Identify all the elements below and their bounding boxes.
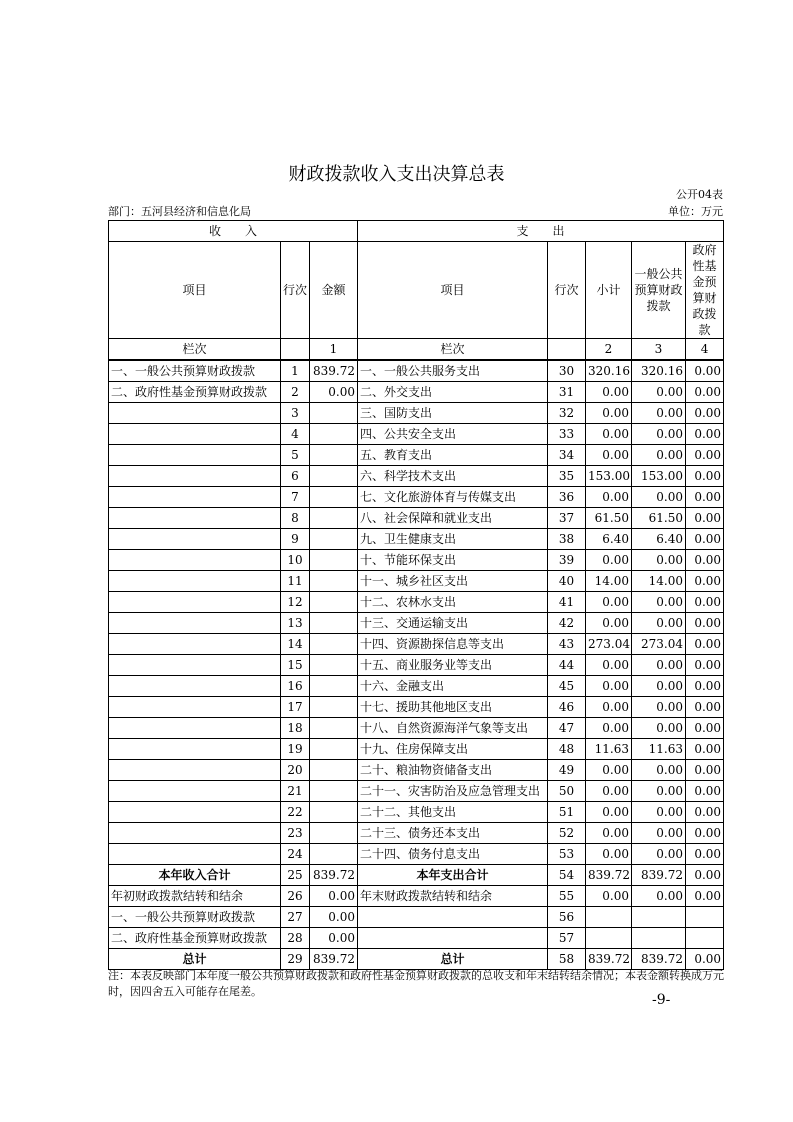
table-row [109,529,724,550]
expense-line-no-cell: 55 [548,886,586,907]
income-item-cell [109,739,281,760]
column-index-4: 4 [686,339,724,361]
expense-item-cell: 十六、金融支出 [358,676,548,697]
expense-item-cell: 九、卫生健康支出 [358,529,548,550]
income-item-cell [109,592,281,613]
income-line-no-cell: 5 [281,445,310,466]
income-item-cell [109,571,281,592]
income-item-cell [109,676,281,697]
expense-item-cell: 二十二、其他支出 [358,802,548,823]
expense-line-no-cell: 36 [548,487,586,508]
expense-subtotal-cell: 839.72 [586,949,632,970]
fiscal-summary-table [108,220,724,970]
expense-gov-fund-cell: 0.00 [686,466,724,487]
income-line-no-cell: 20 [281,760,310,781]
expense-item-cell: 二十一、灾害防治及应急管理支出 [358,781,548,802]
table-row [109,655,724,676]
expense-line-no-cell: 42 [548,613,586,634]
expense-line-no-cell: 47 [548,718,586,739]
income-line-no-cell: 27 [281,907,310,928]
income-line-no-cell: 16 [281,676,310,697]
income-amount-cell: 839.72 [310,865,358,886]
income-line-no-cell: 26 [281,886,310,907]
income-item-cell [109,613,281,634]
expense-item-cell: 十一、城乡社区支出 [358,571,548,592]
expense-item-cell: 十、节能环保支出 [358,550,548,571]
expense-item-cell: 一、一般公共服务支出 [358,360,548,382]
expense-gov-fund-cell: 0.00 [686,445,724,466]
expense-line-no-cell: 45 [548,676,586,697]
income-item-cell [109,844,281,865]
column-index-2: 2 [586,339,632,361]
expense-general-budget-cell [632,907,686,928]
expense-subtotal-cell: 0.00 [586,424,632,445]
income-line-no-cell: 11 [281,571,310,592]
expense-general-budget-cell: 0.00 [632,760,686,781]
expense-gov-fund-cell: 0.00 [686,781,724,802]
expense-general-budget-cell: 6.40 [632,529,686,550]
income-amount-cell [310,571,358,592]
income-item-cell [109,529,281,550]
table-row [109,382,724,403]
expense-item-cell: 十七、援助其他地区支出 [358,697,548,718]
expense-subtotal-cell: 0.00 [586,886,632,907]
income-amount-cell [310,508,358,529]
expense-subtotal-cell: 0.00 [586,487,632,508]
income-item-cell [109,697,281,718]
expense-general-budget-cell: 839.72 [632,865,686,886]
income-item-cell [109,781,281,802]
income-amount-cell: 0.00 [310,886,358,907]
expense-subtotal-cell: 0.00 [586,445,632,466]
expense-item-cell: 十三、交通运输支出 [358,613,548,634]
income-line-no-cell: 6 [281,466,310,487]
expense-line-no-cell: 46 [548,697,586,718]
expense-gov-fund-cell: 0.00 [686,844,724,865]
income-line-no-cell: 28 [281,928,310,949]
expense-item-header: 项目 [358,242,548,339]
expense-line-no-cell: 37 [548,508,586,529]
expense-gov-fund-cell: 0.00 [686,613,724,634]
income-amount-cell [310,403,358,424]
table-row [109,403,724,424]
expense-item-cell: 十二、农林水支出 [358,592,548,613]
expense-general-budget-cell: 0.00 [632,676,686,697]
income-line-no-cell: 15 [281,655,310,676]
income-amount-header: 金额 [310,242,358,339]
table-row [109,676,724,697]
expense-gov-fund-cell: 0.00 [686,550,724,571]
expense-gov-fund-cell: 0.00 [686,487,724,508]
expense-general-budget-cell: 839.72 [632,949,686,970]
table-row [109,360,724,382]
expense-general-budget-cell: 11.63 [632,739,686,760]
expense-item-cell: 十五、商业服务业等支出 [358,655,548,676]
income-item-header: 项目 [109,242,281,339]
table-row [109,613,724,634]
expense-subtotal-cell [586,928,632,949]
expense-item-cell: 总计 [358,949,548,970]
income-item-cell [109,508,281,529]
table-row [109,739,724,760]
column-index-label: 栏次 [109,339,281,361]
expense-subtotal-cell: 153.00 [586,466,632,487]
expense-general-budget-cell: 0.00 [632,781,686,802]
expense-general-budget-cell: 0.00 [632,592,686,613]
expense-gov-fund-cell: 0.00 [686,865,724,886]
income-line-no-cell: 22 [281,802,310,823]
income-line-no-cell: 2 [281,382,310,403]
income-item-cell [109,760,281,781]
expense-gov-fund-cell: 0.00 [686,403,724,424]
expense-subtotal-cell: 0.00 [586,802,632,823]
expense-header: 支 出 [358,221,724,242]
income-amount-cell [310,802,358,823]
table-row [109,487,724,508]
unit-label: 单位：万元 [668,205,723,218]
expense-general-budget-cell: 153.00 [632,466,686,487]
table-row [109,508,724,529]
income-line-no-cell: 4 [281,424,310,445]
expense-subtotal-cell: 0.00 [586,844,632,865]
expense-gov-fund-cell: 0.00 [686,360,724,382]
income-item-cell [109,655,281,676]
expense-gov-fund-cell: 0.00 [686,886,724,907]
income-amount-cell: 0.00 [310,382,358,403]
expense-line-no-cell: 52 [548,823,586,844]
income-amount-cell [310,718,358,739]
income-item-cell [109,802,281,823]
income-amount-cell [310,760,358,781]
income-item-cell: 一、一般公共预算财政拨款 [109,907,281,928]
expense-general-budget-cell: 0.00 [632,802,686,823]
expense-item-cell: 二十四、债务付息支出 [358,844,548,865]
expense-gov-fund-cell: 0.00 [686,802,724,823]
expense-subtotal-cell: 0.00 [586,382,632,403]
expense-line-no-cell: 57 [548,928,586,949]
expense-general-budget-cell: 320.16 [632,360,686,382]
expense-subtotal-cell: 0.00 [586,592,632,613]
expense-subtotal-cell: 320.16 [586,360,632,382]
table-body [109,360,724,970]
expense-general-budget-cell: 0.00 [632,403,686,424]
expense-item-cell: 年末财政拨款结转和结余 [358,886,548,907]
income-item-cell [109,823,281,844]
expense-subtotal-cell [586,907,632,928]
expense-line-no-cell: 43 [548,634,586,655]
income-header: 收 入 [109,221,358,242]
income-amount-cell [310,466,358,487]
gov-fund-header: 政府性基金预算财政拨款 [686,242,724,339]
expense-subtotal-cell: 0.00 [586,613,632,634]
income-item-cell [109,718,281,739]
income-item-cell [109,466,281,487]
income-amount-cell [310,676,358,697]
income-amount-cell: 839.72 [310,360,358,382]
expense-line-no-cell: 58 [548,949,586,970]
expense-subtotal-cell: 61.50 [586,508,632,529]
expense-item-cell [358,907,548,928]
income-amount-cell [310,739,358,760]
income-line-no-cell: 10 [281,550,310,571]
income-amount-cell [310,844,358,865]
table-row [109,634,724,655]
table-row [109,949,724,970]
income-line-no-cell: 21 [281,781,310,802]
department-label: 部门：五河县经济和信息化局 [108,205,251,218]
expense-general-budget-cell: 0.00 [632,445,686,466]
expense-line-no-cell: 41 [548,592,586,613]
table-row [109,445,724,466]
expense-item-cell: 十四、资源勘探信息等支出 [358,634,548,655]
table-row [109,823,724,844]
table-row [109,592,724,613]
expense-gov-fund-cell: 0.00 [686,739,724,760]
expense-gov-fund-cell: 0.00 [686,592,724,613]
expense-gov-fund-cell: 0.00 [686,655,724,676]
expense-item-cell: 五、教育支出 [358,445,548,466]
expense-gov-fund-cell [686,907,724,928]
expense-item-cell: 三、国防支出 [358,403,548,424]
page-number: -9- [652,992,671,1008]
income-amount-cell [310,445,358,466]
income-amount-cell [310,655,358,676]
income-line-no-cell: 3 [281,403,310,424]
expense-line-no-cell: 32 [548,403,586,424]
table-row [109,907,724,928]
expense-subtotal-cell: 273.04 [586,634,632,655]
expense-item-cell: 二十三、债务还本支出 [358,823,548,844]
expense-gov-fund-cell: 0.00 [686,529,724,550]
income-item-cell [109,550,281,571]
subtotal-header: 小计 [586,242,632,339]
expense-gov-fund-cell: 0.00 [686,718,724,739]
table-row [109,550,724,571]
income-line-no-cell: 23 [281,823,310,844]
income-line-no-cell: 1 [281,360,310,382]
expense-line-no-cell: 35 [548,466,586,487]
expense-general-budget-cell: 0.00 [632,613,686,634]
expense-subtotal-cell: 0.00 [586,781,632,802]
expense-line-no-cell: 31 [548,382,586,403]
expense-gov-fund-cell: 0.00 [686,424,724,445]
income-amount-cell [310,592,358,613]
expense-item-cell: 七、文化旅游体育与传媒支出 [358,487,548,508]
table-row [109,928,724,949]
expense-subtotal-cell: 0.00 [586,550,632,571]
expense-subtotal-cell: 839.72 [586,865,632,886]
column-index-3: 3 [632,339,686,361]
expense-line-no-header: 行次 [548,242,586,339]
expense-item-cell: 十八、自然资源海洋气象等支出 [358,718,548,739]
expense-line-no-cell: 48 [548,739,586,760]
table-row [109,781,724,802]
expense-gov-fund-cell: 0.00 [686,697,724,718]
expense-item-cell: 四、公共安全支出 [358,424,548,445]
expense-line-no-cell: 51 [548,802,586,823]
expense-general-budget-cell: 0.00 [632,823,686,844]
expense-item-cell: 二、外交支出 [358,382,548,403]
expense-subtotal-cell: 0.00 [586,823,632,844]
income-item-cell: 年初财政拨款结转和结余 [109,886,281,907]
income-line-no-cell: 9 [281,529,310,550]
expense-gov-fund-cell: 0.00 [686,634,724,655]
expense-line-no-cell: 40 [548,571,586,592]
income-amount-cell [310,529,358,550]
expense-item-cell [358,928,548,949]
expense-subtotal-cell: 0.00 [586,697,632,718]
expense-general-budget-cell: 0.00 [632,550,686,571]
income-line-no-cell: 12 [281,592,310,613]
income-amount-cell [310,424,358,445]
expense-general-budget-cell: 0.00 [632,655,686,676]
expense-line-no-cell: 49 [548,760,586,781]
expense-line-no-cell: 30 [548,360,586,382]
expense-gov-fund-cell: 0.00 [686,382,724,403]
expense-gov-fund-cell: 0.00 [686,508,724,529]
expense-subtotal-cell: 0.00 [586,403,632,424]
table-row [109,844,724,865]
table-row [109,424,724,445]
expense-subtotal-cell: 0.00 [586,676,632,697]
expense-subtotal-cell: 11.63 [586,739,632,760]
expense-general-budget-cell: 0.00 [632,886,686,907]
income-amount-cell [310,550,358,571]
income-line-no-cell: 18 [281,718,310,739]
income-item-cell [109,634,281,655]
table-row [109,886,724,907]
expense-general-budget-cell: 0.00 [632,844,686,865]
expense-line-no-cell: 50 [548,781,586,802]
expense-general-budget-cell: 0.00 [632,718,686,739]
expense-line-no-cell: 34 [548,445,586,466]
income-item-cell: 一、一般公共预算财政拨款 [109,360,281,382]
expense-general-budget-cell: 0.00 [632,697,686,718]
income-amount-cell [310,697,358,718]
expense-general-budget-cell: 61.50 [632,508,686,529]
income-item-cell [109,424,281,445]
income-item-cell [109,403,281,424]
expense-general-budget-cell: 0.00 [632,424,686,445]
income-line-no-cell: 8 [281,508,310,529]
table-row [109,865,724,886]
expense-item-cell: 十九、住房保障支出 [358,739,548,760]
expense-general-budget-cell: 273.04 [632,634,686,655]
expense-gov-fund-cell [686,928,724,949]
expense-general-budget-cell [632,928,686,949]
table-row [109,571,724,592]
income-line-no-cell: 7 [281,487,310,508]
expense-subtotal-cell: 0.00 [586,718,632,739]
page-title: 财政拨款收入支出决算总表 [288,164,505,185]
income-amount-cell [310,823,358,844]
expense-gov-fund-cell: 0.00 [686,949,724,970]
expense-line-no-cell: 44 [548,655,586,676]
form-number: 公开04表 [676,188,723,201]
table-row [109,466,724,487]
table-row [109,718,724,739]
table-row [109,760,724,781]
general-budget-header: 一般公共预算财政拨款 [632,242,686,339]
income-item-cell: 总计 [109,949,281,970]
income-line-no-cell: 19 [281,739,310,760]
expense-subtotal-cell: 0.00 [586,760,632,781]
expense-line-no-cell: 53 [548,844,586,865]
expense-line-no-cell: 39 [548,550,586,571]
expense-line-no-cell: 33 [548,424,586,445]
expense-line-no-cell: 54 [548,865,586,886]
table-row [109,697,724,718]
income-amount-cell: 0.00 [310,907,358,928]
expense-subtotal-cell: 6.40 [586,529,632,550]
expense-subtotal-cell: 14.00 [586,571,632,592]
income-amount-cell [310,613,358,634]
income-amount-cell [310,781,358,802]
income-amount-cell [310,634,358,655]
income-line-no-cell: 24 [281,844,310,865]
expense-item-cell: 六、科学技术支出 [358,466,548,487]
expense-gov-fund-cell: 0.00 [686,571,724,592]
income-item-cell [109,445,281,466]
income-item-cell: 二、政府性基金预算财政拨款 [109,382,281,403]
income-amount-cell: 839.72 [310,949,358,970]
column-index-1: 1 [310,339,358,361]
income-item-cell: 本年收入合计 [109,865,281,886]
expense-general-budget-cell: 0.00 [632,382,686,403]
expense-general-budget-cell: 0.00 [632,487,686,508]
income-line-no-cell: 17 [281,697,310,718]
expense-subtotal-cell: 0.00 [586,655,632,676]
income-amount-cell [310,487,358,508]
expense-line-no-cell: 38 [548,529,586,550]
income-amount-cell: 0.00 [310,928,358,949]
expense-general-budget-cell: 14.00 [632,571,686,592]
expense-gov-fund-cell: 0.00 [686,760,724,781]
expense-item-cell: 二十、粮油物资储备支出 [358,760,548,781]
expense-item-cell: 八、社会保障和就业支出 [358,508,548,529]
table-row [109,802,724,823]
footnote: 注：本表反映部门本年度一般公共预算财政拨款和政府性基金预算财政拨款的总收支和年末结转结余情况；本表金额转换成万元时，因四舍五入可能存在尾差。 [108,969,724,998]
income-item-cell: 二、政府性基金预算财政拨款 [109,928,281,949]
expense-item-cell: 本年支出合计 [358,865,548,886]
income-line-no-cell: 13 [281,613,310,634]
income-line-no-cell: 25 [281,865,310,886]
expense-gov-fund-cell: 0.00 [686,823,724,844]
column-index-label: 栏次 [358,339,548,361]
income-item-cell [109,487,281,508]
income-line-no-cell: 29 [281,949,310,970]
expense-line-no-cell: 56 [548,907,586,928]
income-line-no-header: 行次 [281,242,310,339]
expense-gov-fund-cell: 0.00 [686,676,724,697]
income-line-no-cell: 14 [281,634,310,655]
